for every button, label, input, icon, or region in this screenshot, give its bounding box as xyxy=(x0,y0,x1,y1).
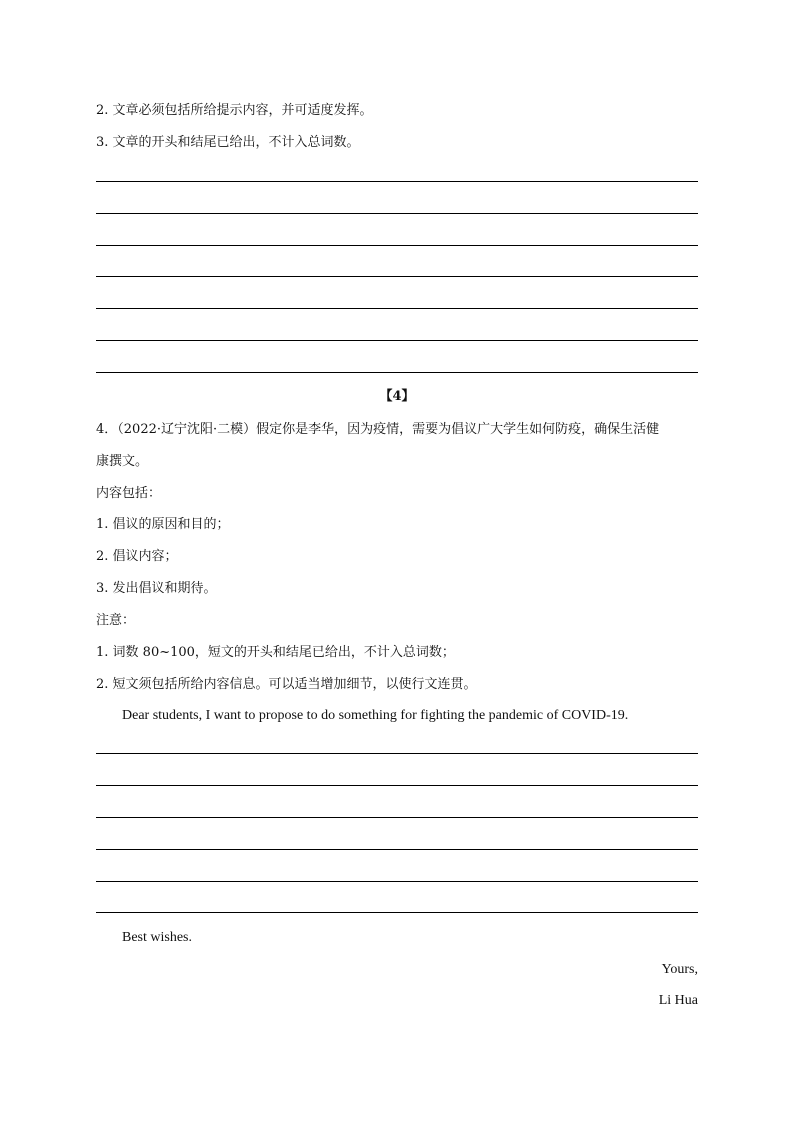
writing-line xyxy=(96,817,698,818)
letter-signature: Li Hua xyxy=(658,993,698,1008)
note-item: 1. 词数 80~100，短文的开头和结尾已给出，不计入总词数； xyxy=(96,645,455,660)
section-heading: 【4】 xyxy=(379,389,415,404)
letter-closing: Best wishes. xyxy=(122,930,192,945)
writing-line xyxy=(96,753,698,754)
content-label: 内容包括： xyxy=(96,486,162,501)
letter-opening: Dear students, I want to propose to do something for fighting the pandemic of COVID-19. xyxy=(122,708,629,723)
writing-line xyxy=(96,276,698,277)
writing-line xyxy=(96,881,698,882)
writing-line xyxy=(96,308,698,309)
notes-label: 注意： xyxy=(96,613,136,628)
content-item: 2. 倡议内容； xyxy=(96,549,178,564)
note-item-2: 2. 文章必须包括所给提示内容，并可适度发挥。 xyxy=(96,103,373,118)
writing-line xyxy=(96,912,698,913)
writing-line xyxy=(96,372,698,373)
writing-line xyxy=(96,340,698,341)
writing-line xyxy=(96,849,698,850)
writing-line xyxy=(96,213,698,214)
content-item: 3. 发出倡议和期待。 xyxy=(96,581,217,596)
writing-line xyxy=(96,245,698,246)
content-item: 1. 倡议的原因和目的； xyxy=(96,517,230,532)
writing-line xyxy=(96,181,698,182)
question-prompt-line-2: 康撰文。 xyxy=(96,454,149,469)
note-item-3: 3. 文章的开头和结尾已给出，不计入总词数。 xyxy=(96,135,360,150)
note-item: 2. 短文须包括所给内容信息。可以适当增加细节，以使行文连贯。 xyxy=(96,677,477,692)
writing-line xyxy=(96,785,698,786)
letter-signoff: Yours, xyxy=(661,962,698,977)
question-prompt-line-1: 4．（2022·辽宁沈阳·二模）假定你是李华，因为疫情，需要为倡议广大学生如何防疫，确保生活健 xyxy=(96,422,660,437)
